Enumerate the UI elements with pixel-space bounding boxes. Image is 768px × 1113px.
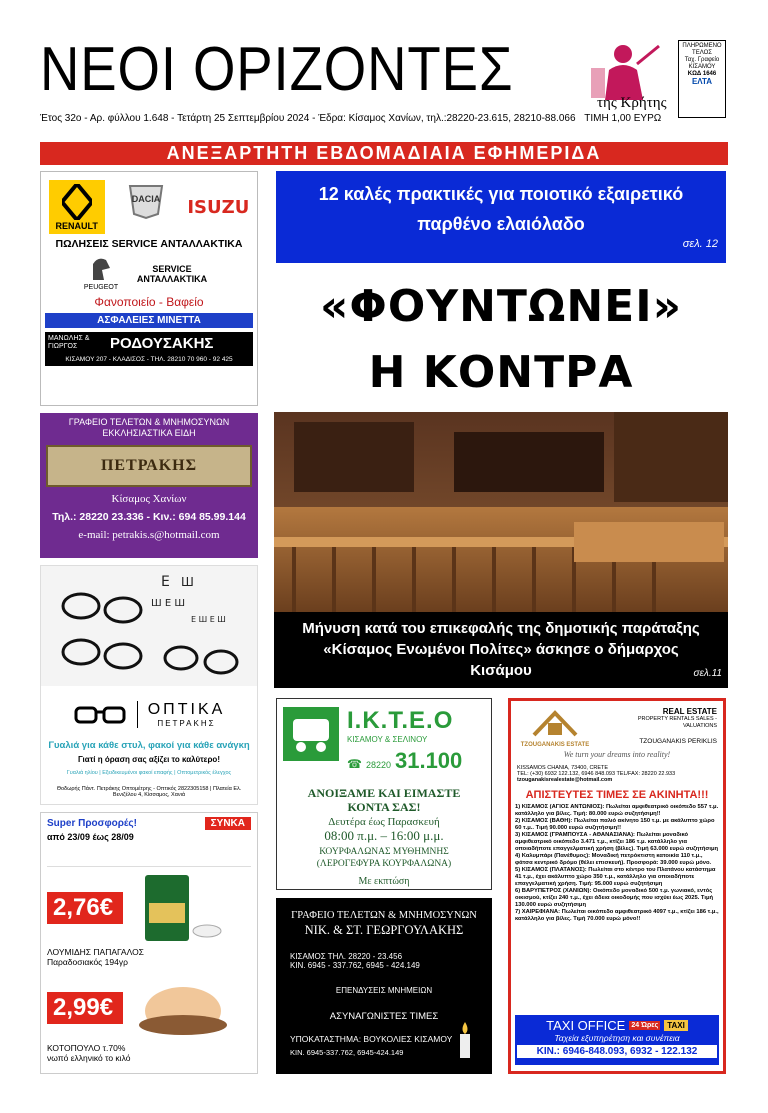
masthead-subtitle: της Κρήτης [597,95,667,111]
logo-text: TZOUGANAKIS ESTATE [520,742,590,748]
optics-contact: Θοδωρής Πάντ. Πετράκης Οπτομέτρης - Οπτικός 2822305158 | Πλατεία Ελ. Βενιζέλου 4, Κίσσαμος, Χανιά [56,786,242,798]
taxi-sign-icon: TAXI [664,1020,688,1031]
car-services: ΠΩΛΗΣΕΙΣ SERVICE ΑΝΤΑΛΛΑΚΤΙΚΑ [55,238,243,250]
insurance-label: ΑΣΦΑΛΕΙΕΣ ΜΙΝΕΤΤΑ [45,313,253,328]
eye-chart-glasses-image [41,566,257,686]
funeral-title: ΓΡΑΦΕΙΟ ΤΕΛΕΤΩΝ & ΜΝΗΜΟΣΥΝΩΝ ΕΚΚΛΗΣΙΑΣΤΙΚΑ ΕΙΔΗ [68,417,230,438]
renault-logo [49,180,105,234]
realestate-email[interactable]: tzouganakisrealestate@hotmail.com [517,777,613,783]
funeral2-branch: ΥΠΟΚΑΤΑΣΤΗΜΑ: ΒΟΥΚΟΛΙΕΣ ΚΙΣΑΜΟΥ [290,1034,453,1044]
listings [511,801,723,923]
funeral-town: Κίσαμος Χανίων [111,493,187,505]
lead-story-box[interactable] [276,171,726,263]
owners-name: ΜΑΝΩΛΗΣ & ΓΙΩΡΓΟΣ [48,335,90,350]
stamp-line: ΠΛΗΡΩΜΕΝΟ ΤΕΛΟΣ [682,43,722,56]
funeral-email[interactable]: e-mail: petrakis.s@hotmail.com [78,529,220,541]
issue-info: Έτος 32ο - Αρ. φύλλου 1.648 - Τετάρτη 25 Σεπτεμβρίου 2024 - Έδρα: Κίσαμος Χανίων, τηλ.:28220-23.615, 28210-88.066 [40,113,576,124]
real-estate-ad[interactable] [508,698,726,1074]
kteo-discount: Με εκπτώση [358,876,410,887]
optics-name: ΟΠΤΙΚΑ [147,701,226,718]
funeral2-branch-phone: ΚΙΝ. 6945-337.762, 6945-424.149 [290,1048,404,1057]
price-tag: 2,76€ [47,892,123,924]
funeral2-phone: ΚΙΣΑΜΟΣ ΤΗΛ. 28220 - 23.456 [290,952,403,961]
brand-name: RENAULT [55,221,98,231]
tzouganakis-logo [517,707,593,748]
listing-item: 4) Καλυμπάρι (Πανέθυμος): Μοναδική πετρόκτιστη κατοικία 110 τ.μ., φάτσα κεντρικό δρόμο (θέλει επισκευή). Προσφορά: 39.000 ευρώ μόνο. [515,853,712,866]
headline-line: Η ΚΟΝΤΡΑ [368,347,634,398]
stamp-line: ΕΛΤΑ [691,77,713,86]
optics-ad[interactable] [40,565,258,805]
item-desc: Παραδοσιακός 194γρ [47,957,128,967]
dealer-surname: ΡΟΔΟΥΣΑΚΗΣ [110,334,214,352]
courtroom-photo [274,412,728,612]
kteo-hours: 08:00 π.μ. – 16:00 μ.μ. [324,828,444,843]
optics-tagline: Γιατί η όραση σας αξίζει το καλύτερο! [78,755,220,764]
car-inspection-logo [283,707,339,761]
realestate-slogan: We turn your dreams into reality! [563,750,671,759]
taxi-box[interactable] [515,1015,719,1065]
realestate-sub: PROPERTY RENTALS SALES - VALUATIONS [637,716,717,729]
phone-prefix: 28220 [365,760,391,770]
optics-slogan: Γυαλιά για κάθε στυλ, φακοί για κάθε ανάγκη [48,740,250,751]
dealer-address: ΚΙΣΑΜΟΥ 207 - ΚΛΑΔΙΣΟΣ - ΤΗΛ. 28210 70 960 - 92 425 [45,354,253,366]
masthead-banner: ΑΝΕΞΑΡΤΗΤΗ ΕΒΔΟΜΑΔΙΑΙΑ ΕΦΗΜΕΡΙΔΑ [40,142,728,165]
stamp-line: ΚΩΔ 1646 [687,71,717,77]
listing-item: 7) ΧΑΙΡΕΦΙΑΝΑ: Πωλείται οικόπεδο αμφιθεατρικό 4097 τ.μ., κτίζει 186 τ.μ., κατάλληλο για βίλες. Τιμή 70.000 ευρώ μόνο!! [515,909,719,922]
listing-item: 3) ΚΙΣΑΜΟΣ (ΓΡΑΜΠΟΥΣΑ - ΑΘΑΝΑΣΙΑΝΑ): Πωλείται μοναδικό αμφιθεατρικό οικόπεδο 3.471 τ.μ., κτίζει 186 τ.μ. κατάλληλο για οποιαδήποτε επαγγελματική χρήση (βίλες). Τιμή 63.000 ευρώ συζητήσιμη [515,832,719,852]
kteo-open: ΑΝΟΙΞΑΜΕ ΚΑΙ ΕΙΜΑΣΤΕ ΚΟΝΤΑ ΣΑΣ! [307,786,461,814]
listings-heading: ΑΠΙΣΤΕΥΤΕΣ ΤΙΜΕΣ ΣΕ ΑΚΙΝΗΤΑ!!! [525,789,709,801]
taxi-badge: 24 Ώρες [631,1022,659,1029]
taxi-title: TAXI OFFICE [546,1018,626,1033]
taxi-phone: ΚΙΝ.: 6946-848.093, 6932 - 122.132 [517,1045,717,1058]
postage-stamp [678,40,726,118]
funeral2-title: ΓΡΑΦΕΙΟ ΤΕΛΕΤΩΝ & ΜΝΗΜΟΣΥΝΩΝ [291,910,477,921]
main-headline [276,277,726,403]
photo-caption [274,612,728,688]
kteo-location: ΚΟΥΡΦΑΛΩΝΑΣ ΜΥΘΗΜΝΗΣ (ΛΕΡΟΓΕΦΥΡΑ ΚΟΥΡΦΑΛΩΝΑ) [316,847,452,869]
supermarket-offers-ad[interactable] [40,812,258,1074]
offers-period: από 23/09 έως 28/09 [47,832,134,842]
masthead-title: ΝΕΟΙ ΟΡΙΖΟΝΤΕΣ [40,35,514,104]
item-name: ΚΟΤΟΠΟΥΛΟ τ.70% [47,1043,126,1053]
item-name: ΛΟΥΜΙΔΗΣ ΠΑΠΑΓΑΛΟΣ [47,947,144,957]
bodywork-label: Φανοποιείο - Βαφείο [94,295,204,309]
isuzu-logo: ISUZU [187,196,250,218]
kteo-phone: 31.100 [394,748,463,773]
synka-logo: ΣΥΝΚΑ [205,817,251,830]
listing-item: 1) ΚΙΣΑΜΟΣ (ΑΓΙΟΣ ΑΝΤΩΝΙΟΣ): Πωλείται αμφιθεατρικό οικόπεδο 557 τ.μ. κατάλληλο για βίλες. Τιμή: 80.000 ευρώ συζητήσιμη!! [515,804,719,817]
realestate-tel: TEL: (+30) 6932 122.132, 6946 848.093 TEL/FAX: 28220 22.933 [517,771,676,777]
caption-text: Μήνυση κατά του επικεφαλής της δημοτικής παράταξης «Κίσαμος Ενωμένοι Πολίτες» άσκησε ο δήμαρχος Κισάμου [302,620,700,679]
offers-header: Super Προσφορές! [47,818,137,829]
kteo-days: Δευτέρα έως Παρασκευή [328,816,440,828]
funeral2-mobile: ΚΙΝ. 6945 - 337.762, 6945 - 424.149 [290,961,420,970]
svg-text:Ш E Ш: Ш E Ш [151,598,186,609]
realestate-address: KISSAMOS CHANIA, 73400, CRETE [517,765,609,771]
funeral-office-ad[interactable] [40,413,258,558]
svg-text:Ш: Ш [181,575,194,589]
peugeot-service: SERVICE ΑΝΤΑΛΛΑΚΤΙΚΑ [136,263,208,284]
glasses-icon [73,704,127,726]
cretan-figure-logo [585,40,663,100]
issue-line [40,113,680,124]
lead-story-text: 12 καλές πρακτικές για ποιοτικό εξαιρετικό παρθένο ελαιόλαδο [318,184,684,234]
kteo-title: Ι.Κ.Τ.Ε.Ο [347,707,454,734]
optics-details: Γυαλιά ηλίου | Εξειδικευμένοι φακοί επαφής | Οπτομετρικός έλεγχος [66,770,232,776]
listing-item: 5) ΚΙΣΑΜΟΣ (ΠΛΑΤΑΝΟΣ): Πωλείται στο κέντρο του Πλατάνου κατάστημα 41 τ.μ., έχει ακάλυπτο χώρο 350 τ.μ., κατάλληλο για οποιαδήποτε επαγγελματική χρήση. Τιμή: 95.000 ευρώ συζητήσιμη [515,867,716,887]
svg-text:E: E [161,574,170,590]
dacia-logo [120,180,172,234]
brand-name: DACIA [131,194,161,204]
coffee-pack-image [135,873,225,943]
price-tag: 2,99€ [47,992,123,1024]
peugeot-logo [81,256,121,291]
funeral-name: ΠΕΤΡΑΚΗΣ [100,457,198,474]
listing-item: 2) ΚΙΣΑΜΟΣ (ΒΑΘΗ): Πωλείται παλιό ακίνητο 150 τ.μ. με ακάλυπτο χώρο 60 τ.μ.. Τιμή 90.000 ευρώ συζητήσιμη!! [515,818,715,831]
candle-icon [452,1020,478,1060]
listing-item: 6) ΒΑΡΥΠΕΤΡΟΣ (ΧΑΝΙΩΝ): Οικόπεδο μοναδικό 500 τ.μ. γωνιακό, εντός οικισμού, κτίζει 240 τ.μ., έχει άδεια οικοδομής που ισχύει έως 2025. Τιμή 130.000 ευρώ συζητήσιμη [515,888,714,908]
funeral-name-plate [46,445,252,487]
brand-name: PEUGEOT [83,284,119,291]
agency-name: TZOUGANAKIS PERIKLIS [639,738,717,745]
funeral-office-ad-2[interactable] [276,898,492,1074]
optics-owner: ΠΕΤΡΑΚΗΣ [157,719,216,728]
price: ΤΙΜΗ 1,00 ΕΥΡΩ [584,113,662,124]
chicken-image [131,975,231,1041]
funeral2-name: ΝΙΚ. & ΣΤ. ΓΕΩΡΓΟΥΛΑΚΗΣ [304,923,464,937]
funeral2-prices: ΑΣΥΝΑΓΩΝΙΣΤΕΣ ΤΙΜΕΣ [329,1011,439,1022]
kteo-subtitle: ΚΙΣΑΜΟΥ & ΣΕΛΙΝΟΥ [347,735,428,744]
headline-line: «ΦΟΥΝΤΩΝΕΙ» [319,281,682,332]
phone-icon: ☎ [347,757,362,771]
page-reference: σελ.11 [693,668,722,679]
realestate-brand: REAL ESTATE [662,707,717,716]
kteo-ad[interactable] [276,698,492,890]
car-dealer-ad[interactable] [40,171,258,406]
svg-text:E Ш E Ш: E Ш E Ш [191,615,226,624]
funeral-phone: Τηλ.: 28220 23.336 - Κιν.: 694 85.99.144 [52,511,246,523]
page-reference: σελ. 12 [682,238,718,250]
taxi-slogan: Ταχεία εξυπηρέτηση και συνέπεια [554,1033,680,1043]
item-desc: νωπό ελληνικό το κιλό [47,1053,131,1063]
stamp-line: Ταχ. Γραφείο ΚΙΣΑΜΟΥ [684,57,720,70]
funeral2-service: ΕΠΕΝΔΥΣΕΙΣ ΜΝΗΜΕΙΩΝ [335,986,433,995]
